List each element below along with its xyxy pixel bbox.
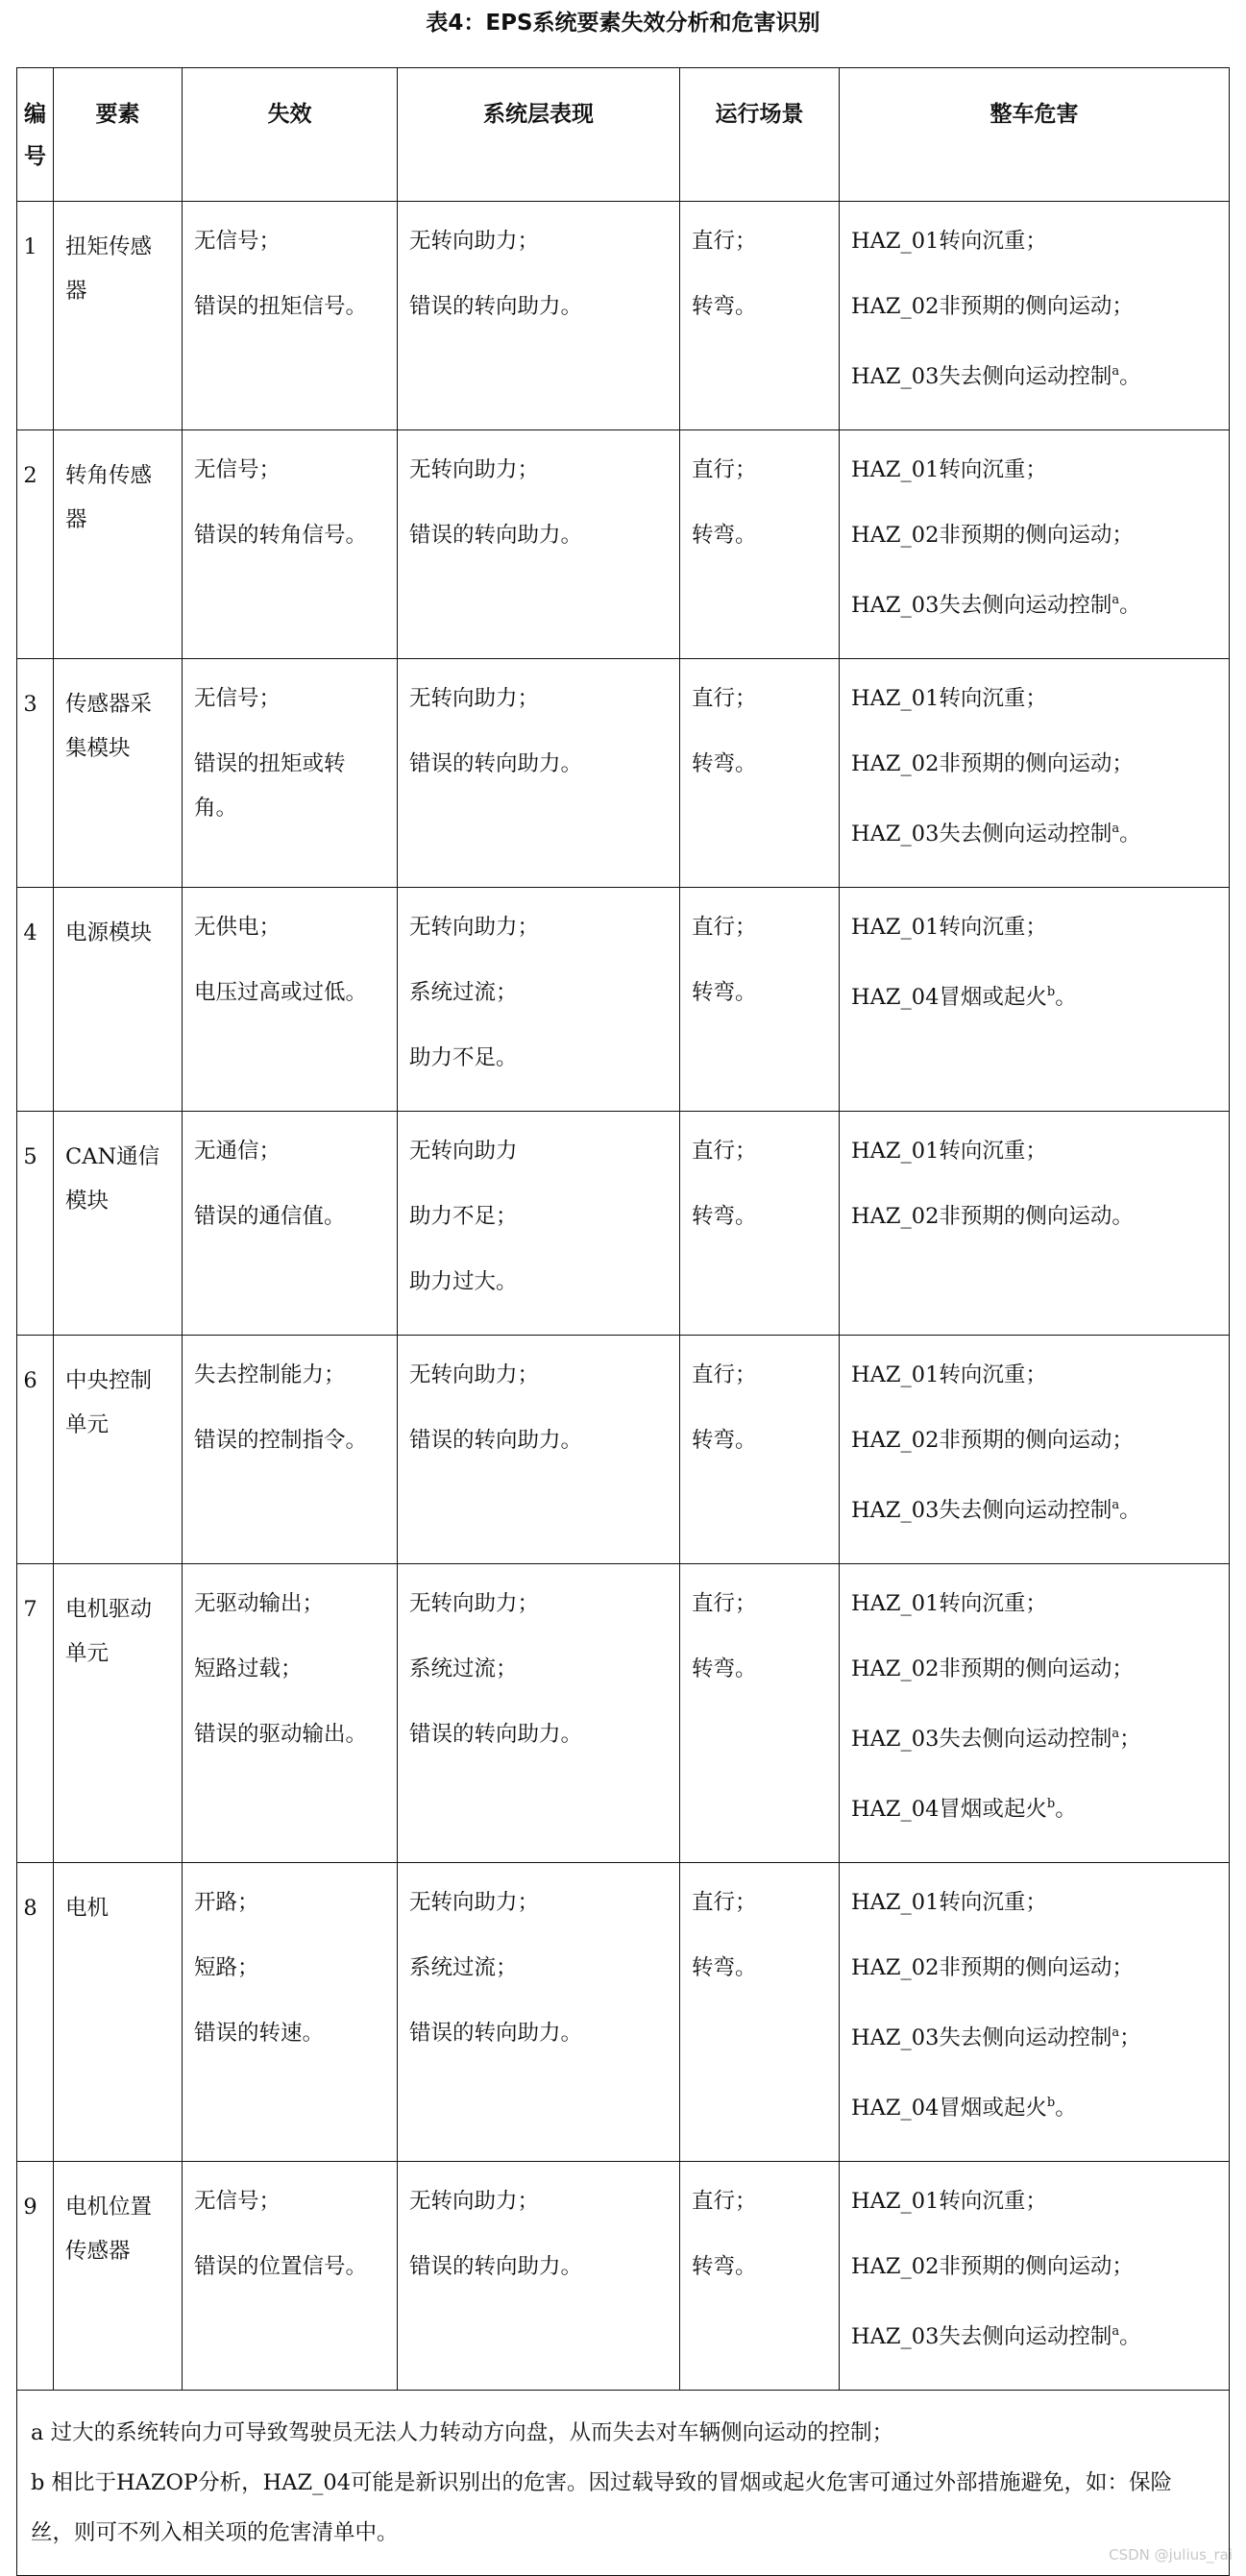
table-row — [17, 202, 1230, 430]
hazard-item — [851, 1647, 1219, 1691]
system-item: 错误的转向助力。 — [409, 2254, 583, 2279]
hazard-item — [851, 2245, 1219, 2289]
system-item: 系统过流； — [409, 1955, 518, 1980]
system-cell — [398, 659, 680, 888]
hazard-text: HAZ_03失去侧向运动控制 — [851, 1498, 1112, 1523]
failure-item: 短路过载； — [194, 1656, 303, 1681]
note-a: a 过大的系统转向力可导致驾驶员无法人力转动方向盘，从而失去对车辆侧向运动的控制； — [31, 2420, 894, 2445]
hazard-text: HAZ_03失去侧向运动控制 — [851, 822, 1112, 846]
scene-item: 直行； — [692, 915, 757, 940]
failure-analysis-table — [16, 67, 1230, 2576]
table-caption: 表4：EPS系统要素失效分析和危害识别 — [426, 11, 820, 36]
footnote-marker: a — [1112, 364, 1120, 379]
hazard-text: HAZ_04冒烟或起火 — [851, 985, 1047, 1010]
failure-item: 无通信； — [194, 1139, 281, 1164]
row-number-cell — [17, 659, 54, 888]
system-item: 错误的转向助力。 — [409, 2021, 583, 2046]
hazard-text: HAZ_01转向沉重； — [851, 1591, 1047, 1616]
failure-cell — [183, 202, 398, 430]
row-number: 7 — [23, 1597, 37, 1622]
notes-cell — [17, 2391, 1230, 2576]
system-item: 错误的转向助力。 — [409, 1428, 583, 1453]
system-item: 无转向助力； — [409, 915, 540, 940]
hazard-item — [851, 1946, 1219, 1990]
system-item: 系统过流； — [409, 1656, 518, 1681]
element-name: 转角传感器 — [65, 463, 153, 532]
system-item: 无转向助力； — [409, 1591, 540, 1616]
hazard-item — [851, 448, 1219, 492]
system-item: 助力过大。 — [409, 1269, 518, 1294]
watermark: CSDN @julius_rai — [1109, 2546, 1233, 2564]
hazard-item — [851, 350, 1219, 399]
hazard-text: HAZ_02非预期的侧向运动； — [851, 1955, 1134, 1980]
failure-item: 错误的转角信号。 — [194, 523, 368, 548]
system-item: 无转向助力； — [409, 229, 540, 254]
system-cell — [398, 1336, 680, 1564]
hazard-item — [851, 2310, 1219, 2359]
table-row — [17, 888, 1230, 1112]
hazard-text: HAZ_03失去侧向运动控制 — [851, 2324, 1112, 2349]
failure-item: 错误的驱动输出。 — [194, 1722, 368, 1747]
scene-cell — [680, 888, 840, 1112]
system-cell — [398, 888, 680, 1112]
hazard-text: HAZ_04冒烟或起火 — [851, 1797, 1047, 1822]
table-row — [17, 2162, 1230, 2391]
hazard-text: HAZ_02非预期的侧向运动； — [851, 1428, 1134, 1453]
notes-row — [17, 2391, 1230, 2576]
hazard-text: HAZ_02非预期的侧向运动； — [851, 523, 1134, 548]
hazard-end-punct: ； — [1119, 2025, 1141, 2050]
row-number: 9 — [23, 2195, 37, 2220]
hazard-text: HAZ_01转向沉重； — [851, 229, 1047, 254]
hazard-text: HAZ_03失去侧向运动控制 — [851, 593, 1112, 618]
scene-item: 直行； — [692, 1139, 757, 1164]
scene-item: 转弯。 — [692, 1204, 757, 1229]
scene-item: 转弯。 — [692, 751, 757, 776]
hazard-item — [851, 1880, 1219, 1925]
header-scene: 运行场景 — [680, 68, 840, 202]
hazard-item — [851, 1582, 1219, 1626]
hazard-end-punct: 。 — [1055, 2096, 1077, 2121]
row-number-cell — [17, 430, 54, 659]
row-number: 6 — [23, 1368, 37, 1393]
system-cell — [398, 202, 680, 430]
hazard-item — [851, 742, 1219, 786]
failure-item: 错误的扭矩或转角。 — [194, 751, 346, 821]
hazard-text: HAZ_02非预期的侧向运动； — [851, 1656, 1134, 1681]
scene-item: 转弯。 — [692, 1428, 757, 1453]
row-number-cell — [17, 1863, 54, 2162]
failure-item: 无信号； — [194, 229, 281, 254]
header-system: 系统层表现 — [398, 68, 680, 202]
footnote-marker: b — [1046, 985, 1056, 999]
hazard-end-punct: 。 — [1055, 985, 1077, 1010]
element-name: 电机 — [65, 1896, 110, 1921]
hazard-item — [851, 219, 1219, 263]
scene-cell — [680, 659, 840, 888]
header-element: 要素 — [54, 68, 183, 202]
element-name: 电机驱动单元 — [65, 1597, 153, 1666]
hazard-item — [851, 1194, 1219, 1239]
footnote-marker: a — [1112, 2025, 1120, 2040]
hazard-item — [851, 1712, 1219, 1761]
system-item: 无转向助力； — [409, 457, 540, 482]
element-cell — [54, 1564, 183, 1863]
failure-cell — [183, 888, 398, 1112]
scene-cell — [680, 2162, 840, 2391]
footnote-marker: a — [1112, 822, 1120, 836]
hazard-item — [851, 970, 1219, 1019]
hazard-item — [851, 578, 1219, 627]
row-number: 8 — [23, 1896, 37, 1921]
scene-item: 直行； — [692, 229, 757, 254]
scene-item: 直行； — [692, 457, 757, 482]
header-failure: 失效 — [183, 68, 398, 202]
scene-cell — [680, 1336, 840, 1564]
row-number-cell — [17, 1112, 54, 1336]
hazard-item — [851, 1129, 1219, 1173]
failure-item: 错误的转速。 — [194, 2021, 325, 2046]
system-cell — [398, 1564, 680, 1863]
row-number-cell — [17, 202, 54, 430]
hazard-text: HAZ_01转向沉重； — [851, 915, 1047, 940]
hazard-cell — [840, 2162, 1230, 2391]
scene-item: 直行； — [692, 2189, 757, 2214]
scene-item: 直行； — [692, 1591, 757, 1616]
footnote-marker: b — [1046, 2096, 1056, 2110]
scene-cell — [680, 430, 840, 659]
scene-item: 转弯。 — [692, 2254, 757, 2279]
system-cell — [398, 1112, 680, 1336]
scene-cell — [680, 1863, 840, 2162]
hazard-text: HAZ_02非预期的侧向运动； — [851, 751, 1134, 776]
hazard-text: HAZ_03失去侧向运动控制 — [851, 1727, 1112, 1752]
system-item: 错误的转向助力。 — [409, 294, 583, 319]
scene-item: 直行； — [692, 1362, 757, 1387]
hazard-item — [851, 905, 1219, 949]
system-cell — [398, 1863, 680, 2162]
hazard-text: HAZ_01转向沉重； — [851, 1139, 1047, 1164]
failure-item: 错误的扭矩信号。 — [194, 294, 368, 319]
hazard-end-punct: 。 — [1119, 593, 1141, 618]
footnote-marker: b — [1046, 1797, 1056, 1811]
failure-item: 无驱动输出； — [194, 1591, 325, 1616]
footnote-marker: a — [1112, 2324, 1120, 2339]
hazard-cell — [840, 202, 1230, 430]
hazard-end-punct: 。 — [1119, 1498, 1141, 1523]
table-row — [17, 1112, 1230, 1336]
system-item: 无转向助力； — [409, 1362, 540, 1387]
system-item: 无转向助力； — [409, 1890, 540, 1915]
system-cell — [398, 2162, 680, 2391]
failure-cell — [183, 1564, 398, 1863]
row-number: 4 — [23, 920, 37, 945]
row-number: 2 — [23, 463, 37, 488]
hazard-cell — [840, 1564, 1230, 1863]
table-row — [17, 659, 1230, 888]
element-name: 电源模块 — [65, 920, 153, 945]
hazard-item — [851, 1782, 1219, 1831]
hazard-item — [851, 676, 1219, 721]
failure-item: 错误的通信值。 — [194, 1204, 346, 1229]
hazard-text: HAZ_02非预期的侧向运动； — [851, 2254, 1134, 2279]
hazard-end-punct: 。 — [1055, 1797, 1077, 1822]
hazard-end-punct: 。 — [1119, 2324, 1141, 2349]
failure-cell — [183, 430, 398, 659]
element-name: 中央控制单元 — [65, 1368, 153, 1437]
failure-cell — [183, 1863, 398, 2162]
scene-cell — [680, 1564, 840, 1863]
hazard-text: HAZ_01转向沉重； — [851, 1362, 1047, 1387]
header-num — [17, 68, 54, 202]
header-hazard: 整车危害 — [840, 68, 1230, 202]
failure-item: 错误的位置信号。 — [194, 2254, 368, 2279]
table-row — [17, 1863, 1230, 2162]
row-number-cell — [17, 1564, 54, 1863]
system-cell — [398, 430, 680, 659]
row-number-cell — [17, 888, 54, 1112]
hazard-text: HAZ_01转向沉重； — [851, 1890, 1047, 1915]
hazard-text: HAZ_01转向沉重； — [851, 457, 1047, 482]
failure-cell — [183, 2162, 398, 2391]
scene-cell — [680, 1112, 840, 1336]
header-num-text: 编 号 — [24, 102, 46, 169]
failure-item: 无信号； — [194, 2189, 281, 2214]
system-item: 错误的转向助力。 — [409, 1722, 583, 1747]
header-row — [17, 68, 1230, 202]
system-item: 错误的转向助力。 — [409, 523, 583, 548]
note-b: b 相比于HAZOP分析，HAZ_04可能是新识别出的危害。因过载导致的冒烟或起火危害可通过外部措施避免，如：保险丝，则可不列入相关项的危害清单中。 — [31, 2470, 1173, 2545]
scene-item: 直行； — [692, 1890, 757, 1915]
hazard-text: HAZ_03失去侧向运动控制 — [851, 364, 1112, 389]
element-cell — [54, 430, 183, 659]
scene-item: 转弯。 — [692, 980, 757, 1005]
hazard-cell — [840, 1336, 1230, 1564]
failure-item: 无信号； — [194, 457, 281, 482]
system-item: 助力不足。 — [409, 1045, 518, 1070]
failure-item: 电压过高或过低。 — [194, 980, 368, 1005]
failure-item: 无供电； — [194, 915, 281, 940]
hazard-text: HAZ_04冒烟或起火 — [851, 2096, 1047, 2121]
table-row — [17, 1564, 1230, 1863]
failure-item: 开路； — [194, 1890, 259, 1915]
hazard-cell — [840, 1112, 1230, 1336]
scene-cell — [680, 202, 840, 430]
hazard-item — [851, 1418, 1219, 1462]
hazard-text: HAZ_01转向沉重； — [851, 686, 1047, 711]
failure-item: 短路； — [194, 1955, 259, 1980]
hazard-end-punct: ； — [1119, 1727, 1141, 1752]
element-cell — [54, 888, 183, 1112]
footnote-marker: a — [1112, 593, 1120, 607]
failure-cell — [183, 1336, 398, 1564]
hazard-item — [851, 1484, 1219, 1533]
hazard-cell — [840, 888, 1230, 1112]
scene-item: 转弯。 — [692, 1955, 757, 1980]
row-number-cell — [17, 1336, 54, 1564]
hazard-item — [851, 1353, 1219, 1397]
hazard-item — [851, 807, 1219, 856]
element-cell — [54, 1863, 183, 2162]
system-item: 无转向助力； — [409, 686, 540, 711]
hazard-item — [851, 513, 1219, 557]
hazard-cell — [840, 1863, 1230, 2162]
element-cell — [54, 1112, 183, 1336]
row-number: 3 — [23, 692, 37, 717]
table-row — [17, 1336, 1230, 1564]
element-name: 电机位置传感器 — [65, 2195, 153, 2264]
scene-item: 转弯。 — [692, 523, 757, 548]
hazard-text: HAZ_02非预期的侧向运动。 — [851, 1204, 1134, 1229]
row-number: 1 — [23, 234, 37, 259]
failure-cell — [183, 659, 398, 888]
table-row — [17, 430, 1230, 659]
system-item: 错误的转向助力。 — [409, 751, 583, 776]
hazard-item — [851, 284, 1219, 329]
footnote-marker: a — [1112, 1727, 1120, 1741]
element-cell — [54, 1336, 183, 1564]
element-name: CAN通信模块 — [65, 1144, 160, 1214]
hazard-text: HAZ_01转向沉重； — [851, 2189, 1047, 2214]
hazard-item — [851, 2179, 1219, 2223]
scene-item: 转弯。 — [692, 1656, 757, 1681]
hazard-text: HAZ_02非预期的侧向运动； — [851, 294, 1134, 319]
system-item: 无转向助力； — [409, 2189, 540, 2214]
footnote-marker: a — [1112, 1498, 1120, 1512]
row-number: 5 — [23, 1144, 37, 1169]
hazard-item — [851, 2081, 1219, 2130]
failure-item: 无信号； — [194, 686, 281, 711]
hazard-end-punct: 。 — [1119, 364, 1141, 389]
system-item: 助力不足； — [409, 1204, 518, 1229]
system-item: 系统过流； — [409, 980, 518, 1005]
scene-item: 转弯。 — [692, 294, 757, 319]
element-cell — [54, 659, 183, 888]
scene-item: 直行； — [692, 686, 757, 711]
hazard-cell — [840, 659, 1230, 888]
element-cell — [54, 2162, 183, 2391]
element-cell — [54, 202, 183, 430]
hazard-text: HAZ_03失去侧向运动控制 — [851, 2025, 1112, 2050]
failure-cell — [183, 1112, 398, 1336]
hazard-item — [851, 2011, 1219, 2060]
hazard-end-punct: 。 — [1119, 822, 1141, 846]
hazard-cell — [840, 430, 1230, 659]
failure-item: 错误的控制指令。 — [194, 1428, 368, 1453]
row-number-cell — [17, 2162, 54, 2391]
system-item: 无转向助力 — [409, 1139, 518, 1164]
element-name: 传感器采集模块 — [65, 692, 153, 761]
failure-item: 失去控制能力； — [194, 1362, 346, 1387]
element-name: 扭矩传感器 — [65, 234, 153, 304]
